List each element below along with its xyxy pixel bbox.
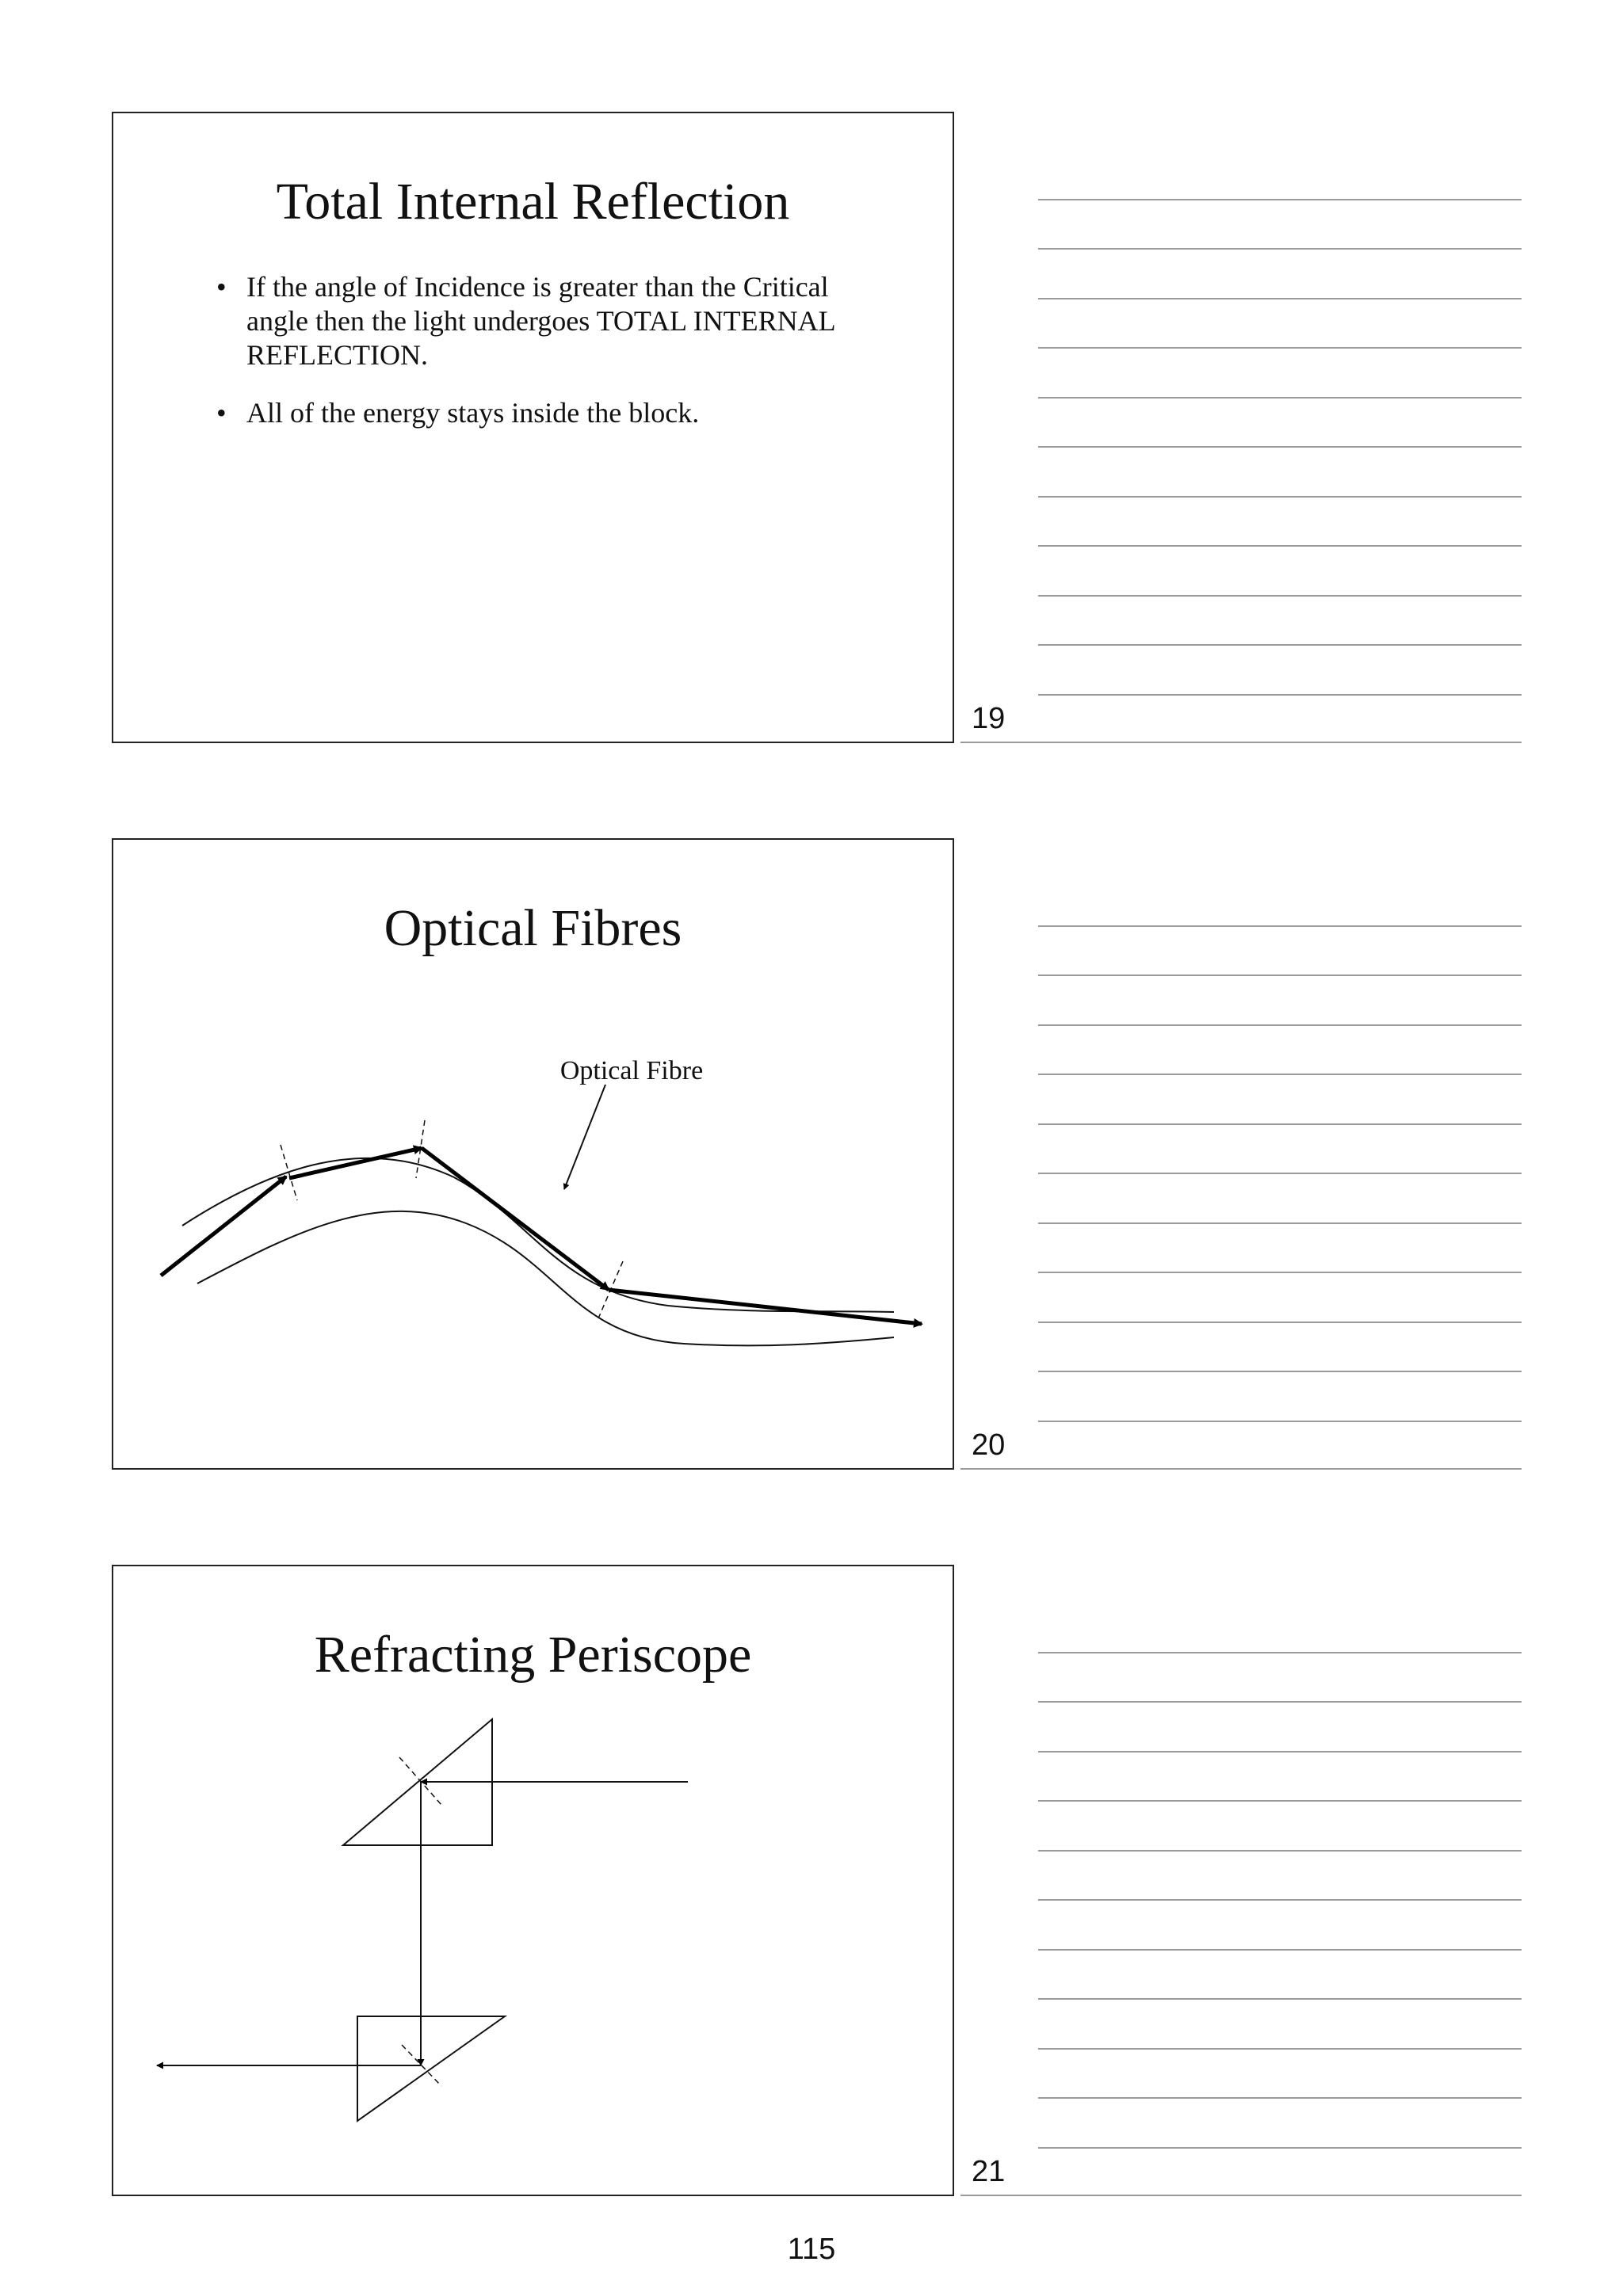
optical-fibre-diagram — [113, 840, 953, 1468]
note-line — [1038, 2097, 1522, 2099]
note-line — [1038, 974, 1522, 976]
note-line — [1038, 397, 1522, 399]
note-line — [1038, 298, 1522, 299]
light-ray — [289, 1148, 422, 1178]
note-line — [1038, 1850, 1522, 1852]
note-line — [1038, 1123, 1522, 1125]
slide-21 — [112, 1565, 954, 2196]
note-line — [1038, 1998, 1522, 2000]
slide-title: Total Internal Reflection — [276, 173, 790, 231]
notes-area-21 — [960, 1565, 1522, 2196]
note-line — [1038, 1222, 1522, 1224]
note-line — [1038, 1272, 1522, 1273]
note-line — [1038, 545, 1522, 547]
label-pointer — [564, 1085, 605, 1189]
page-number: 115 — [787, 2233, 836, 2266]
refracting-periscope-diagram — [113, 1566, 953, 2195]
note-line — [1038, 446, 1522, 448]
note-line — [1038, 2147, 1522, 2149]
fibre-lower-wall — [197, 1211, 894, 1346]
slide-number: 20 — [972, 1428, 1006, 1462]
note-line — [960, 1468, 1522, 1470]
slide-19 — [112, 112, 954, 743]
note-line — [1038, 1751, 1522, 1753]
note-line — [1038, 694, 1522, 696]
note-line — [1038, 1421, 1522, 1422]
note-line — [1038, 1701, 1522, 1703]
note-line — [1038, 199, 1522, 200]
note-line — [1038, 1652, 1522, 1653]
lower-prism — [357, 2016, 505, 2121]
note-line — [1038, 1074, 1522, 1075]
note-line — [960, 742, 1522, 743]
slide-number: 21 — [972, 2155, 1006, 2188]
note-line — [1038, 248, 1522, 250]
normal-line — [281, 1145, 297, 1200]
notes-area-20 — [960, 838, 1522, 1470]
light-ray — [609, 1290, 922, 1324]
note-line — [1038, 1800, 1522, 1802]
note-line — [1038, 347, 1522, 349]
slide-title: Refracting Periscope — [314, 1626, 752, 1684]
note-line — [1038, 1949, 1522, 1951]
notes-area-19 — [960, 112, 1522, 743]
light-ray — [422, 1148, 609, 1290]
bullet-item: • If the angle of Incidence is greater than the Critical angle then the light undergoes TOTAL INTERNAL REFLECTION. — [216, 270, 865, 372]
note-line — [1038, 496, 1522, 498]
slide-number: 19 — [972, 702, 1006, 735]
slide-title: Optical Fibres — [384, 899, 682, 957]
note-line — [1038, 595, 1522, 597]
bullet-item: • All of the energy stays inside the block. — [216, 396, 898, 430]
note-line — [1038, 1024, 1522, 1026]
slide-20 — [112, 838, 954, 1470]
note-line — [960, 2195, 1522, 2196]
note-line — [1038, 2048, 1522, 2050]
note-line — [1038, 1899, 1522, 1901]
note-line — [1038, 1173, 1522, 1174]
note-line — [1038, 644, 1522, 646]
note-line — [1038, 1322, 1522, 1323]
note-line — [1038, 1371, 1522, 1372]
diagram-label: Optical Fibre — [559, 1056, 704, 1085]
bullet-list — [216, 270, 898, 454]
note-line — [1038, 925, 1522, 927]
light-ray — [161, 1177, 286, 1276]
